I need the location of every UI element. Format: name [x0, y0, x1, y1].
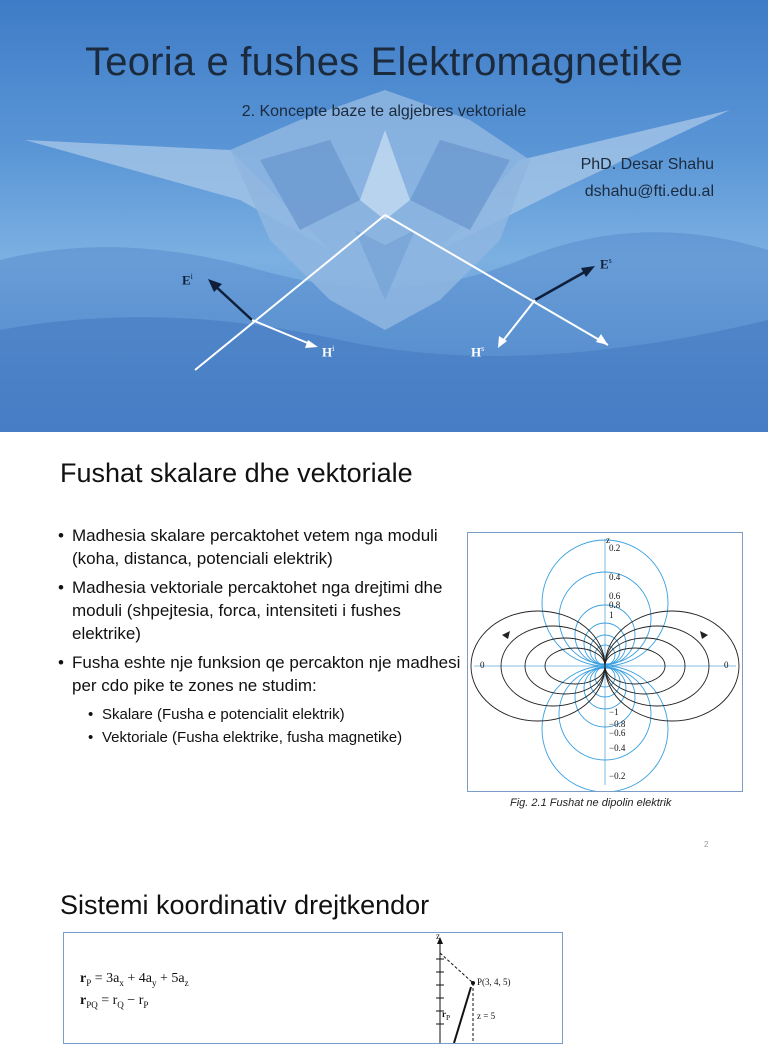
- zero-potential-label: 0: [724, 660, 729, 670]
- presentation-subtitle: 2. Koncepte baze te algjebres vektoriale: [241, 103, 527, 120]
- author-email[interactable]: dshahu@fti.edu.al: [584, 183, 714, 200]
- scalar-vector-fields-slide: [0, 432, 768, 864]
- bullet-list: [58, 524, 468, 749]
- list-item: • Madhesia skalare percaktohet vetem nga moduli (koha, distanca, potenciali elektrik): [58, 526, 438, 568]
- slide-title: Sistemi koordinativ drejtkendor: [60, 890, 430, 920]
- sub-list-item: • Skalare (Fusha e potencialit elektrik): [88, 706, 345, 723]
- rp-vector-label: $r_P$: [442, 1009, 451, 1022]
- slide-title: Fushat skalare dhe vektoriale: [60, 458, 413, 488]
- dipole-field-figure: [467, 532, 743, 792]
- zero-potential-label: 0: [480, 660, 485, 670]
- equipotential-label: −0.8: [609, 719, 626, 729]
- equipotential-label: 1: [609, 610, 614, 620]
- author-name: PhD. Desar Shahu: [580, 156, 714, 173]
- position-vector-equation: $r_P = 3a_x + 4a_y + 5a_z$: [80, 971, 189, 988]
- equipotential-label: 0.6: [609, 591, 621, 601]
- z-axis-label: z: [436, 932, 440, 941]
- equipotential-label: −1: [609, 707, 619, 717]
- z-axis-label: z: [606, 535, 610, 545]
- scattered-h-field-label: $H^s$: [471, 344, 485, 360]
- presentation-title: Teoria e fushes Elektromagnetike: [85, 40, 683, 84]
- rectangular-coordinates-slide: [0, 864, 768, 1024]
- equipotential-label: 0.4: [609, 572, 621, 582]
- equipotential-label: −0.4: [609, 743, 626, 753]
- incident-e-field-label: $E^i$: [182, 272, 193, 288]
- coordinate-figure: [63, 932, 563, 1044]
- list-item: • Madhesia vektoriale percaktohet nga drejtimi dhe moduli (shpejtesia, forca, intensiteti i fushes elektrike): [58, 578, 443, 643]
- scattered-e-field-label: $E^s$: [600, 256, 612, 272]
- figure-caption: Fig. 2.1 Fushat ne dipolin elektrik: [510, 797, 672, 809]
- z-value-label: z = 5: [477, 1011, 496, 1021]
- page-number: 2: [704, 840, 709, 849]
- equipotential-label: −0.6: [609, 728, 626, 738]
- dipole-field-diagram: [468, 533, 742, 791]
- coordinate-axes-diagram: [64, 933, 562, 1043]
- difference-vector-equation: $r_{PQ} = r_Q - r_P$: [80, 993, 149, 1010]
- point-p-label: P(3, 4, 5): [477, 977, 511, 987]
- equipotential-label: 0.8: [609, 600, 621, 610]
- title-slide: [0, 0, 768, 432]
- list-item: • Fusha eshte nje funksion qe percakton nje madhesi per cdo pike te zones ne studim:: [58, 653, 461, 695]
- incident-h-field-label: $H^i$: [322, 344, 335, 360]
- equipotential-label: 0.2: [609, 543, 621, 553]
- equipotential-label: −0.2: [609, 771, 626, 781]
- sub-list-item: • Vektoriale (Fusha elektrike, fusha magnetike): [88, 729, 403, 746]
